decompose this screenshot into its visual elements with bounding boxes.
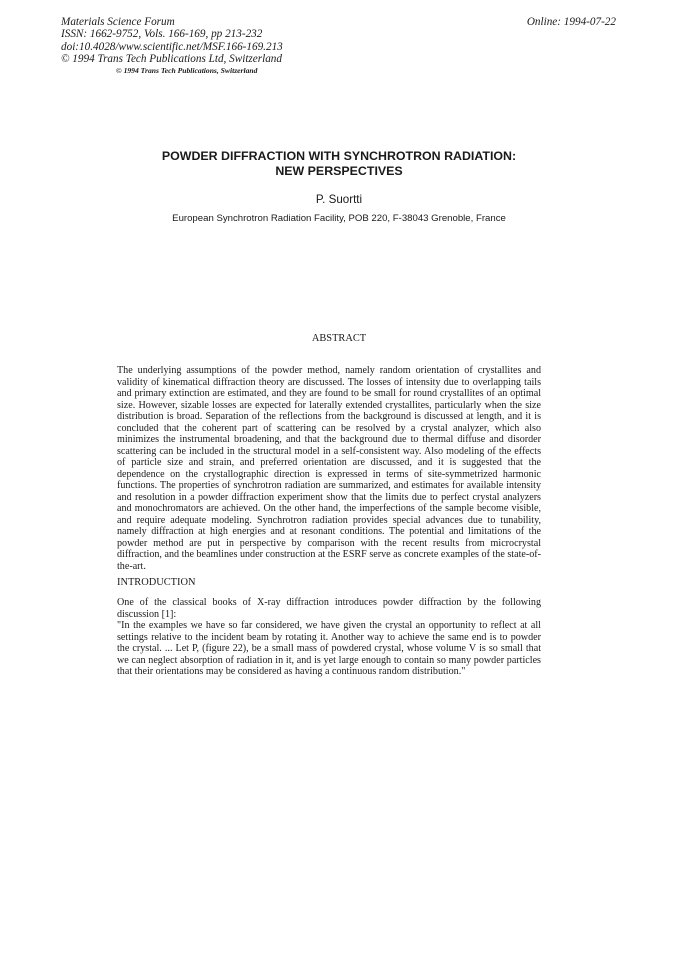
title-line-2: NEW PERSPECTIVES: [275, 164, 403, 178]
abstract-text: The underlying assumptions of the powder method, namely random orientation of crystallites and validity of kinematical diffraction theory are discussed. The losses of intensity due to overlapping tails and primary extinction are estimated, and they are found to be small for round crystallites of an optimal size. However, sizable losses are expected for laterally extended crystallites, particularly when the size distribution is broad. Separation of the reflections from the background is discussed at length, and it is concluded that the coherent part of scattering can be resolved by a crystal analyzer, which also minimizes the instrumental broadening, and that the background due to thermal diffuse and disorder scattering can be included in the structural model in a self-consistent way. Also modeling of the effects of particle size and strain, and preferred orientation are discussed, and it is suggested that the dependence on the crystallographic direction is expressed in terms of site-symmetrized harmonic functions. The properties of synchrotron radiation are summarized, and estimates for available intensity and resolution in a powder diffraction experiment show that the limits due to perfect crystal analyzers and monochromators are achieved. On the other hand, the imperfections of the sample become visible, and require adequate modeling. Synchrotron radiation provides special advances due to tunability, namely diffraction at high energies and at resonant conditions. The potential and limitations of the powder method are put in perspective by comparison with the recent results from microcrystal diffraction, and the beamlines under construction at the ESRF serve as concrete examples of the state-of-the-art.: [117, 365, 541, 572]
doi-line: doi:10.4028/www.scientific.net/MSF.166-169.213: [61, 40, 283, 53]
publisher-copyright: © 1994 Trans Tech Publications, Switzerland: [116, 66, 258, 75]
introduction-heading: INTRODUCTION: [117, 577, 196, 588]
title-line-1: POWDER DIFFRACTION WITH SYNCHROTRON RADIATION:: [161, 149, 517, 163]
issn-line: ISSN: 1662-9752, Vols. 166-169, pp 213-232: [61, 28, 263, 41]
online-date: Online: 1994-07-22: [526, 16, 616, 28]
abstract-heading: ABSTRACT: [311, 333, 367, 344]
journal-name: Materials Science Forum: [61, 16, 175, 28]
introduction-paragraph: One of the classical books of X-ray diffraction introduces powder diffraction by the following discussion [1]:: [117, 597, 541, 620]
author: P. Suortti: [315, 193, 363, 206]
copyright-line: © 1994 Trans Tech Publications Ltd, Switzerland: [61, 53, 282, 66]
introduction-quote: "In the examples we have so far considered, we have given the crystal an opportunity to reflect at all settings relative to the incident beam by rotating it. Another way to achieve the same end is to powder the crystal. ... Let P, (figure 22), be a small mass of powdered crystal, whose volume V is so small that we can neglect absorption of radiation in it, and is yet large enough to contain so many powder particles that their orientations may be considered as having a continuous random distribution.": [117, 620, 541, 677]
affiliation: European Synchrotron Radiation Facility, POB 220, F-38043 Grenoble, France: [172, 213, 506, 224]
introduction-body: [117, 597, 541, 678]
paper-title: [0, 149, 678, 179]
journal-header: [61, 16, 283, 66]
